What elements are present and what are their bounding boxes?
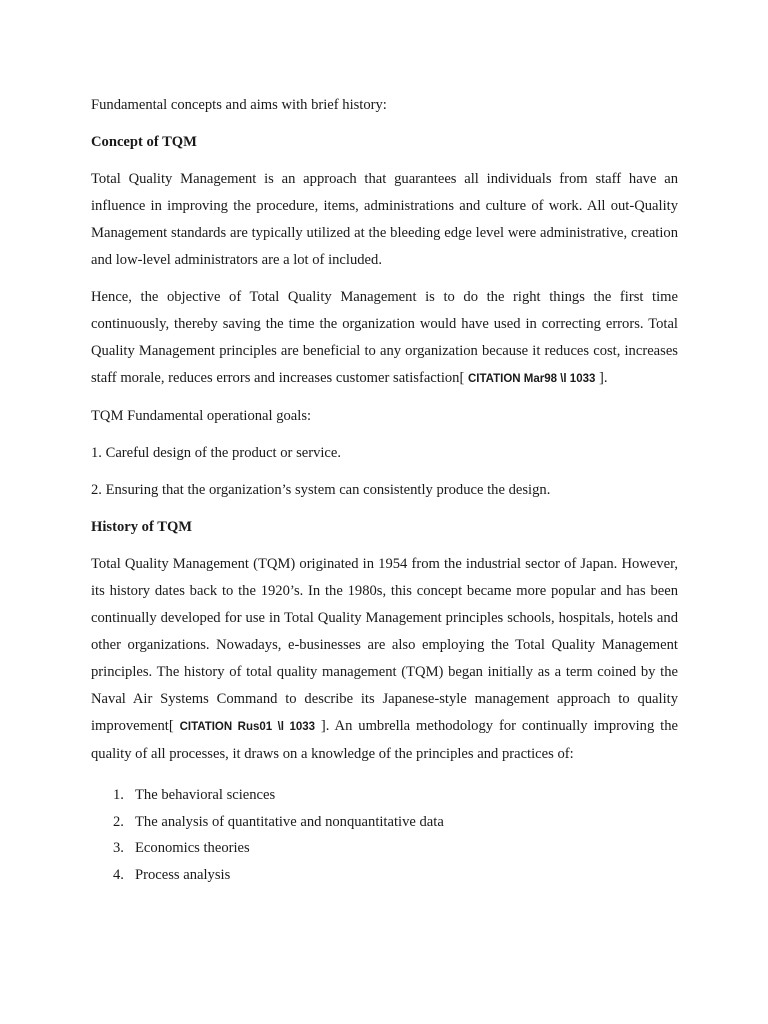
list-item [91,782,678,809]
list-item-number: 1. [113,787,124,803]
intro-line: Fundamental concepts and aims with brief history: [91,97,387,113]
history-paragraph-text: Total Quality Management (TQM) originated in 1954 from the industrial sector of Japan. However, its history dates back to the 1920’s. In the 1980s, this concept became more popular and has been continually developed for use in Total Quality Management principles schools, hospitals, hotels and other organizations. Nowadays, e-businesses are also employing the Total Quality Management principles. The history of total quality management (TQM) began initially as a term coined by the Naval Air Systems Command to describe its Japanese-style management approach to quality improvement[ [91,556,678,734]
document-page [91,92,678,888]
practices-list [91,782,678,888]
list-item-number: 3. [113,840,124,856]
list-item [91,835,678,862]
list-item-text: Process analysis [135,866,231,883]
goal-item-2: 2. Ensuring that the organization’s system can consistently produce the design. [91,482,551,498]
list-item [91,809,678,836]
list-item-text: Economics theories [135,840,250,856]
list-item-text: The analysis of quantitative and nonquantitative data [135,813,444,830]
list-item-number: 4. [113,866,124,883]
history-paragraph [91,551,678,768]
list-item-text: The behavioral sciences [135,787,276,803]
concept-heading: Concept of TQM [91,134,197,150]
concept-paragraph-2-text: Hence, the objective of Total Quality Management is to do the right things the first time continuously, thereby saving the time the organization would have used in correcting errors. Total Quality Management principles are beneficial to any organization because it reduces cost, increases staff morale, reduces errors and increases customer satisfaction[ [91,289,678,386]
history-paragraph-end: ]. An umbrella methodology for continually improving the quality of all processes, it draws on a knowledge of the principles and practices of: [91,718,679,762]
citation-mar98: CITATION Mar98 \l 1033 [468,373,596,385]
list-item [91,862,678,889]
concept-paragraph-1: Total Quality Management is an approach that guarantees all individuals from staff have an influence in improving the procedure, items, administrations and culture of work. All out-Quality Management standards are typically utilized at the bleeding edge level were administrative, creation and low-level administrators are a lot of included. [91,171,678,268]
list-item-number: 2. [113,813,124,830]
concept-paragraph-2-end: ]. [595,370,608,386]
citation-rus01: CITATION Rus01 \l 1033 [179,721,316,733]
goal-item-1: 1. Careful design of the product or service. [91,445,342,461]
goals-title: TQM Fundamental operational goals: [91,408,312,424]
history-heading: History of TQM [91,519,193,535]
concept-paragraph-2 [91,284,678,393]
